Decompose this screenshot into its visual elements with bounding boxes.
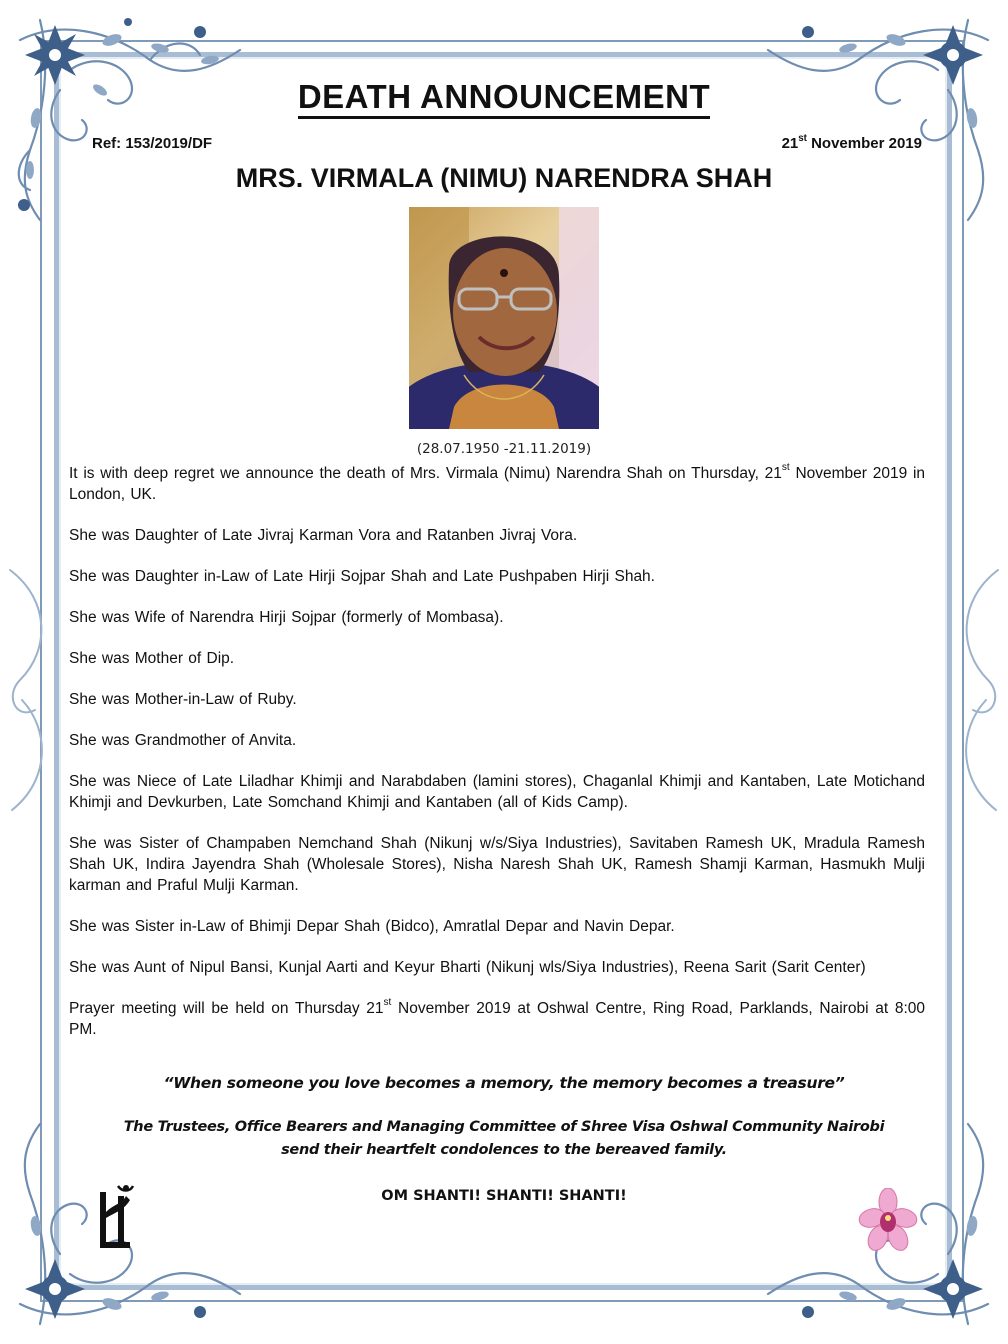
page-title: DEATH ANNOUNCEMENT [0,78,1008,116]
announcement-body [69,463,925,1060]
relation-paragraph: She was Aunt of Nipul Bansi, Kunjal Aarti and Keyur Bharti (Nikunj wls/Siya Industries), Reena Sarit (Sarit Center) [69,959,866,976]
relation-paragraph: She was Daughter in-Law of Late Hirji Sojpar Shah and Late Pushpaben Hirji Shah. [69,568,655,585]
condolence-message [0,1116,1008,1162]
reference-number: Ref: 153/2019/DF [92,135,213,152]
relation-paragraph: She was Niece of Late Liladhar Khimji and Narabdaben (lamini stores), Chaganlal Khimji and Kantaben, Late Motichand Khimji and Devkurben, Late Somchand Khimji and Kantaben (all of Kids Camp). [69,773,925,811]
relation-paragraph: She was Sister in-Law of Bhimji Depar Shah (Bidco), Amratlal Depar and Navin Depar. [69,918,675,935]
lifespan-dates: (28.07.1950 -21.11.2019) [416,441,592,457]
side-scroll-ornament-left [0,560,70,820]
closing-prayer: OM SHANTI! SHANTI! SHANTI! [381,1188,627,1204]
relation-paragraph: She was Grandmother of Anvita. [69,732,297,749]
announcement-date: 21st November 2019 [781,132,922,152]
memorial-quote: “When someone you love becomes a memory, the memory becomes a treasure” [163,1074,845,1092]
side-scroll-ornament-right [938,560,1008,820]
relation-paragraph: She was Sister of Champaben Nemchand Shah (Nikunj w/s/Siya Industries), Savitaben Ramesh UK, Mradula Ramesh Shah UK, Indira Jayendra Shah (Wholesale Stores), Nisha Naresh Shah UK, Ramesh Shamji Karman, Hasmukh Mulji karman and Praful Mulji Karman. [69,835,925,894]
relation-paragraph: She was Mother-in-Law of Ruby. [69,691,297,708]
relation-paragraph: She was Mother of Dip. [69,650,235,667]
condolence-line: The Trustees, Office Bearers and Managing Committee of Shree Visa Oshwal Community Nairobi [123,1119,885,1135]
portrait-photo [409,207,599,429]
intro-paragraph: It is with deep regret we announce the death of Mrs. Virmala (Nimu) Narendra Shah on Thursday, 21st November 2019 in London, UK. [69,462,926,503]
deceased-name: MRS. VIRMALA (NIMU) NARENDRA SHAH [235,163,773,193]
relation-paragraph: She was Wife of Narendra Hirji Sojpar (formerly of Mombasa). [69,609,504,626]
jain-symbol-icon [96,1182,136,1254]
relation-paragraph: She was Daughter of Late Jivraj Karman Vora and Ratanben Jivraj Vora. [69,527,578,544]
orchid-flower-icon [858,1188,918,1256]
prayer-meeting-paragraph: Prayer meeting will be held on Thursday 21st November 2019 at Oshwal Centre, Ring Road, Parklands, Nairobi at 8:00 PM. [69,997,925,1038]
condolence-line: send their heartfelt condolences to the bereaved family. [281,1142,727,1158]
